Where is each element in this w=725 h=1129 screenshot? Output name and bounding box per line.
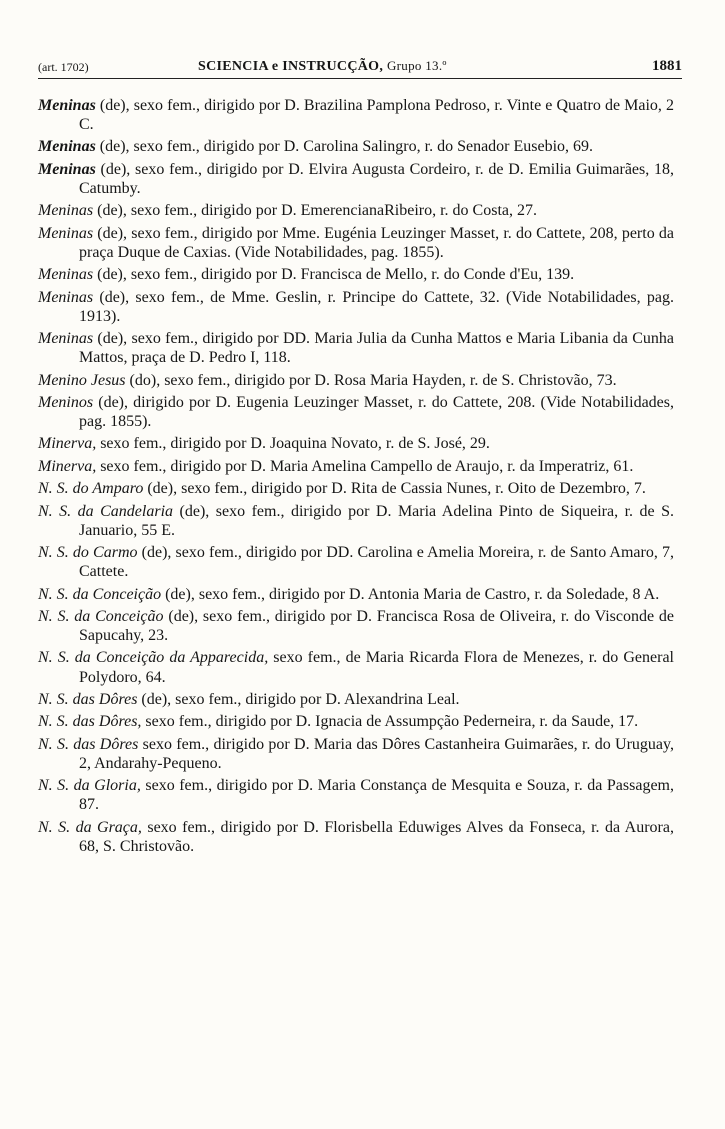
entry-text: sexo fem., dirigido por D. Joaquina Novato, r. de S. José, 29.: [96, 435, 490, 453]
entry: [38, 393, 674, 431]
entry: [38, 201, 674, 220]
entry: [38, 329, 674, 367]
entry-text: (do), sexo fem., dirigido por D. Rosa Maria Hayden, r. de S. Christovão, 73.: [125, 371, 617, 389]
entry-text: (de), dirigido por D. Eugenia Leuzinger Masset, r. do Cattete, 208. (Vide Notabilidades, pag. 1855).: [79, 393, 674, 431]
entry-text: sexo fem., de Maria Ricarda Flora de Menezes, r. do General Polydoro, 64.: [79, 649, 675, 686]
entry-name: N. S. das Dôres: [38, 735, 139, 753]
entry: [38, 265, 674, 284]
entry-list: [38, 96, 674, 859]
entry: [38, 712, 674, 731]
entry-text: (de), sexo fem., dirigido por D. Rita de Cassia Nunes, r. Oito de Dezembro, 7.: [143, 480, 646, 498]
entry-text: (de), sexo fem., dirigido por D. EmerencianaRibeiro, r. do Costa, 27.: [93, 202, 537, 220]
entry-text: sexo fem., dirigido por D. Ignacia de Assumpção Pederneira, r. da Saude, 17.: [141, 713, 639, 731]
entry-name: Meninas: [38, 160, 96, 178]
entry-name: N. S. do Carmo: [38, 544, 138, 562]
entry: [38, 735, 674, 773]
entry: [38, 434, 674, 453]
entry-text: sexo fem., dirigido por D. Maria Amelina Campello de Araujo, r. da Imperatriz, 61.: [96, 457, 634, 475]
entry-name: Meninas: [38, 224, 94, 242]
entry-name: N. S. da Gloria,: [38, 777, 141, 795]
entry-text: (de), sexo fem., dirigido por Mme. Eugénia Leuzinger Masset, r. do Cattete, 208, perto da praça Duque de Caxias. (Vide Notabilidades, pag. 1855).: [79, 224, 674, 261]
entry: [38, 818, 674, 856]
entry: [38, 607, 674, 645]
entry: [38, 585, 674, 604]
entry-name: N. S. da Candelaria: [38, 502, 174, 520]
entry-text: sexo fem., dirigido por D. Maria Constança de Mesquita e Souza, r. da Passagem, 87.: [79, 777, 674, 814]
entry-name: N. S. da Graça,: [38, 818, 142, 836]
entry: [38, 502, 674, 540]
entry: [38, 690, 674, 709]
entry-text: (de), sexo fem., dirigido por D. Alexandrina Leal.: [137, 690, 460, 708]
entry-text: (de), sexo fem., dirigido por D. Antonia Maria de Castro, r. da Soledade, 8 A.: [161, 585, 660, 603]
entry-text: (de), sexo fem., de Mme. Geslin, r. Principe do Cattete, 32. (Vide Notabilidades, pag. 1913).: [79, 288, 674, 325]
entry-name: N. S. da Conceição da Apparecida,: [38, 649, 269, 667]
entry-name: Meninas: [38, 97, 96, 114]
entry-text: sexo fem., dirigido por D. Florisbella Eduwiges Alves da Fonseca, r. da Aurora, 68, S. Christovão.: [79, 818, 674, 855]
entry: [38, 457, 674, 476]
entry-name: Minerva,: [38, 457, 97, 475]
group-label: Grupo 13.º: [386, 58, 447, 73]
entry-name: Minerva,: [38, 435, 97, 453]
entry: [38, 96, 674, 134]
entry-text: (de), sexo fem., dirigido por D. Francisca de Mello, r. do Conde d'Eu, 139.: [93, 266, 575, 284]
entry-name: N. S. da Conceição: [38, 585, 162, 603]
entry-text: (de), sexo fem., dirigido por D. Francisca Rosa de Oliveira, r. do Visconde de Sapucahy, 23.: [79, 608, 675, 645]
entry: [38, 648, 674, 686]
entry-name: Meninas: [38, 288, 94, 306]
entry: [38, 776, 674, 814]
entry-text: (de), sexo fem., dirigido por D. Brazilina Pamplona Pedroso, r. Vinte e Quatro de Maio, 2 C.: [79, 97, 674, 134]
entry-name: N. S. do Amparo: [38, 480, 144, 498]
entry-text: (de), sexo fem., dirigido por D. Elvira Augusta Cordeiro, r. de D. Emilia Guimarães, 18, Catumby.: [79, 160, 674, 197]
entry-name: Menino Jesus: [38, 371, 126, 389]
section-title-text: SCIENCIA e INSTRUCÇÃO,: [198, 59, 384, 74]
entry: [38, 543, 674, 581]
page-header: [38, 56, 682, 79]
entry-text: (de), sexo fem., dirigido por DD. Maria Julia da Cunha Mattos e Maria Libania da Cunha Mattos, praça de D. Pedro I, 118.: [79, 330, 674, 367]
page-number: 1881: [652, 58, 682, 74]
section-title: [198, 58, 447, 75]
entry-text: (de), sexo fem., dirigido por D. Carolina Salingro, r. do Senador Eusebio, 69.: [95, 138, 594, 156]
entry: [38, 288, 674, 326]
entry-name: N. S. das Dôres,: [38, 713, 142, 731]
entry-text: sexo fem., dirigido por D. Maria das Dôres Castanheira Guimarães, r. do Uruguay, 2, Andarahy-Pequeno.: [79, 735, 674, 772]
entry-text: (de), sexo fem., dirigido por DD. Carolina e Amelia Moreira, r. de Santo Amaro, 7, Cattete.: [79, 544, 674, 581]
entry: [38, 224, 674, 262]
entry-name: Meninas: [38, 330, 94, 348]
entry-name: Meninos: [38, 393, 94, 411]
entry-name: Meninas: [38, 202, 94, 220]
entry: [38, 371, 674, 390]
entry-name: N. S. da Conceição: [38, 608, 164, 625]
article-range: (art. 1702): [38, 60, 89, 74]
entry: [38, 137, 674, 156]
entry-text: (de), sexo fem., dirigido por D. Maria Adelina Pinto de Siqueira, r. de S. Januario, 55 E.: [79, 502, 674, 539]
entry-name: Meninas: [38, 138, 96, 156]
entry: [38, 479, 674, 498]
entry-name: N. S. das Dôres: [38, 690, 138, 708]
entry-name: Meninas: [38, 266, 94, 284]
entry: [38, 160, 674, 198]
